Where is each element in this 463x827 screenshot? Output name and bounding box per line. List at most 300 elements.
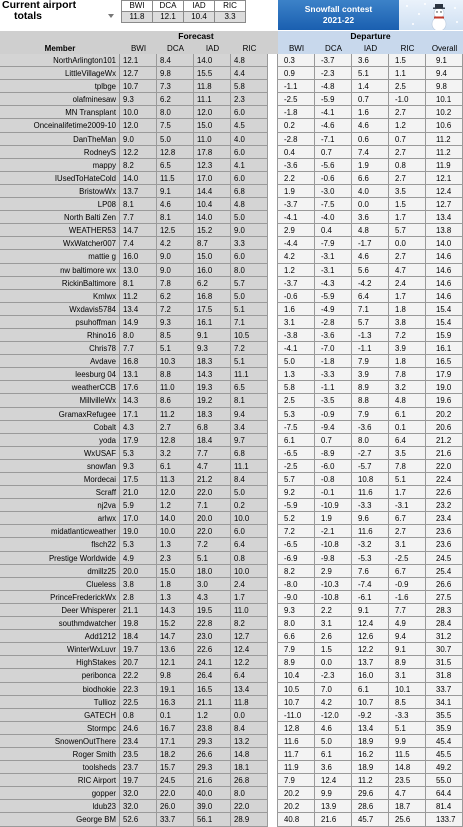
departure-cell[interactable]: 9.4 xyxy=(389,630,426,643)
departure-cell[interactable]: 9.6 xyxy=(352,512,389,525)
member-name-cell[interactable]: HighStakes xyxy=(0,656,120,669)
departure-cell[interactable]: 3.6 xyxy=(352,54,389,67)
forecast-cell[interactable]: 11.0 xyxy=(231,604,268,617)
departure-cell[interactable]: -4.9 xyxy=(315,303,352,316)
forecast-cell[interactable]: 6.0 xyxy=(231,106,268,119)
overall-departure-cell[interactable]: 10.6 xyxy=(426,119,463,132)
departure-cell[interactable]: -10.9 xyxy=(315,499,352,512)
departure-cell[interactable]: 0.4 xyxy=(315,224,352,237)
departure-cell[interactable]: -3.2 xyxy=(352,538,389,551)
overall-departure-cell[interactable]: 16.1 xyxy=(426,342,463,355)
forecast-cell[interactable]: 9.0 xyxy=(231,224,268,237)
forecast-cell[interactable]: 3.8 xyxy=(120,578,157,591)
departure-cell[interactable]: 3.6 xyxy=(315,761,352,774)
overall-departure-cell[interactable]: 34.1 xyxy=(426,696,463,709)
departure-cell[interactable]: -3.7 xyxy=(315,54,352,67)
forecast-cell[interactable]: 32.0 xyxy=(120,787,157,800)
departure-cell[interactable]: -0.8 xyxy=(315,473,352,486)
departure-cell[interactable]: 8.2 xyxy=(278,565,315,578)
departure-cell[interactable]: 4.6 xyxy=(315,722,352,735)
forecast-cell[interactable]: 12.1 xyxy=(120,54,157,67)
departure-cell[interactable]: -6.9 xyxy=(278,552,315,565)
forecast-cell[interactable]: 11.0 xyxy=(194,133,231,146)
forecast-cell[interactable]: 56.1 xyxy=(194,813,231,826)
member-name-cell[interactable]: Onceinalifetime2009-10 xyxy=(0,119,120,132)
overall-departure-cell[interactable]: 9.1 xyxy=(426,54,463,67)
departure-cell[interactable]: -1.0 xyxy=(389,93,426,106)
forecast-cell[interactable]: 16.8 xyxy=(120,355,157,368)
departure-cell[interactable]: 8.9 xyxy=(352,381,389,394)
forecast-cell[interactable]: 8.4 xyxy=(231,473,268,486)
forecast-cell[interactable]: 8.0 xyxy=(231,264,268,277)
departure-cell[interactable]: 2.7 xyxy=(389,146,426,159)
departure-cell[interactable]: -6.5 xyxy=(278,538,315,551)
departure-cell[interactable]: -3.3 xyxy=(352,499,389,512)
departure-cell[interactable]: 11.9 xyxy=(278,761,315,774)
forecast-cell[interactable]: 9.1 xyxy=(157,185,194,198)
departure-cell[interactable]: 11.7 xyxy=(278,748,315,761)
departure-cell[interactable]: 1.9 xyxy=(278,185,315,198)
total-bwi[interactable]: 11.8 xyxy=(122,12,153,23)
forecast-cell[interactable]: 17.5 xyxy=(120,473,157,486)
departure-cell[interactable]: -0.9 xyxy=(389,578,426,591)
forecast-cell[interactable]: 0.1 xyxy=(157,709,194,722)
forecast-cell[interactable]: 14.7 xyxy=(120,224,157,237)
departure-cell[interactable]: -1.8 xyxy=(278,106,315,119)
forecast-cell[interactable]: 10.5 xyxy=(231,329,268,342)
forecast-cell[interactable]: 12.1 xyxy=(157,656,194,669)
forecast-cell[interactable]: 12.7 xyxy=(120,67,157,80)
forecast-cell[interactable]: 14.8 xyxy=(231,748,268,761)
forecast-cell[interactable]: 8.0 xyxy=(120,329,157,342)
forecast-cell[interactable]: 7.2 xyxy=(231,342,268,355)
departure-cell[interactable]: -3.7 xyxy=(278,198,315,211)
member-name-cell[interactable]: BristowWx xyxy=(0,185,120,198)
member-name-cell[interactable]: MN Transplant xyxy=(0,106,120,119)
forecast-cell[interactable]: 0.0 xyxy=(231,709,268,722)
departure-cell[interactable]: 6.1 xyxy=(278,434,315,447)
member-name-cell[interactable]: midatlanticweather xyxy=(0,525,120,538)
forecast-cell[interactable]: 15.0 xyxy=(194,250,231,263)
overall-departure-cell[interactable]: 13.4 xyxy=(426,211,463,224)
departure-cell[interactable]: 12.6 xyxy=(352,630,389,643)
forecast-cell[interactable]: 0.8 xyxy=(120,709,157,722)
overall-departure-cell[interactable]: 11.9 xyxy=(426,159,463,172)
forecast-cell[interactable]: 23.8 xyxy=(194,722,231,735)
member-name-cell[interactable]: WxWatcher007 xyxy=(0,237,120,250)
forecast-cell[interactable]: 23.5 xyxy=(120,748,157,761)
forecast-cell[interactable]: 17.0 xyxy=(194,172,231,185)
forecast-cell[interactable]: 12.4 xyxy=(231,643,268,656)
departure-cell[interactable]: 16.0 xyxy=(352,669,389,682)
departure-cell[interactable]: 5.7 xyxy=(352,316,389,329)
departure-cell[interactable]: 20.2 xyxy=(278,787,315,800)
forecast-cell[interactable]: 9.3 xyxy=(120,93,157,106)
departure-cell[interactable]: -5.9 xyxy=(315,290,352,303)
forecast-cell[interactable]: 17.8 xyxy=(194,146,231,159)
forecast-cell[interactable]: 10.0 xyxy=(120,106,157,119)
forecast-cell[interactable]: 17.0 xyxy=(120,512,157,525)
departure-cell[interactable]: -7.4 xyxy=(352,578,389,591)
forecast-cell[interactable]: 9.3 xyxy=(194,342,231,355)
forecast-cell[interactable]: 3.2 xyxy=(157,447,194,460)
departure-cell[interactable]: 5.1 xyxy=(389,722,426,735)
forecast-cell[interactable]: 29.3 xyxy=(194,761,231,774)
departure-cell[interactable]: -5.9 xyxy=(278,499,315,512)
departure-cell[interactable]: 2.7 xyxy=(389,250,426,263)
overall-departure-cell[interactable]: 17.9 xyxy=(426,368,463,381)
forecast-cell[interactable]: 4.0 xyxy=(231,133,268,146)
forecast-cell[interactable]: 6.8 xyxy=(231,447,268,460)
total-ric[interactable]: 3.3 xyxy=(215,12,246,23)
member-name-cell[interactable]: yoda xyxy=(0,434,120,447)
forecast-cell[interactable]: 8.2 xyxy=(120,159,157,172)
departure-cell[interactable]: -1.8 xyxy=(315,355,352,368)
departure-cell[interactable]: -7.9 xyxy=(315,237,352,250)
departure-cell[interactable]: 3.9 xyxy=(352,368,389,381)
departure-cell[interactable]: 9.9 xyxy=(315,787,352,800)
member-name-cell[interactable]: peribonca xyxy=(0,669,120,682)
overall-departure-cell[interactable]: 14.6 xyxy=(426,250,463,263)
departure-cell[interactable]: 1.7 xyxy=(389,290,426,303)
forecast-cell[interactable]: 9.1 xyxy=(194,329,231,342)
forecast-cell[interactable]: 11.1 xyxy=(231,460,268,473)
forecast-cell[interactable]: 16.7 xyxy=(157,722,194,735)
departure-cell[interactable]: 5.0 xyxy=(315,735,352,748)
forecast-cell[interactable]: 19.7 xyxy=(120,774,157,787)
forecast-cell[interactable]: 6.1 xyxy=(157,460,194,473)
forecast-cell[interactable]: 22.0 xyxy=(157,787,194,800)
departure-cell[interactable]: 40.8 xyxy=(278,813,315,826)
member-name-cell[interactable]: gopper xyxy=(0,787,120,800)
departure-cell[interactable]: 6.1 xyxy=(352,683,389,696)
overall-departure-cell[interactable]: 14.6 xyxy=(426,290,463,303)
departure-cell[interactable]: 11.6 xyxy=(352,486,389,499)
departure-cell[interactable]: 4.0 xyxy=(352,185,389,198)
departure-cell[interactable]: 0.7 xyxy=(315,434,352,447)
departure-cell[interactable]: 3.8 xyxy=(389,316,426,329)
departure-cell[interactable]: 21.6 xyxy=(315,813,352,826)
forecast-cell[interactable]: 18.4 xyxy=(194,434,231,447)
forecast-cell[interactable]: 11.8 xyxy=(194,80,231,93)
departure-cell[interactable]: 0.9 xyxy=(278,67,315,80)
departure-cell[interactable]: 0.0 xyxy=(315,656,352,669)
departure-cell[interactable]: 0.7 xyxy=(389,133,426,146)
departure-cell[interactable]: 5.1 xyxy=(389,473,426,486)
forecast-cell[interactable]: 22.0 xyxy=(231,800,268,813)
member-name-cell[interactable]: George BM xyxy=(0,813,120,826)
departure-cell[interactable]: 12.4 xyxy=(315,774,352,787)
member-name-cell[interactable]: snowfan xyxy=(0,460,120,473)
overall-departure-cell[interactable]: 9.4 xyxy=(426,67,463,80)
departure-cell[interactable]: 1.7 xyxy=(389,486,426,499)
forecast-cell[interactable]: 4.3 xyxy=(194,591,231,604)
member-name-cell[interactable]: WEATHER53 xyxy=(0,224,120,237)
departure-cell[interactable]: -8.0 xyxy=(278,578,315,591)
departure-cell[interactable]: 9.2 xyxy=(278,486,315,499)
departure-cell[interactable]: 7.9 xyxy=(278,774,315,787)
forecast-cell[interactable]: 17.6 xyxy=(120,381,157,394)
departure-cell[interactable]: 7.6 xyxy=(352,565,389,578)
departure-cell[interactable]: 4.2 xyxy=(278,250,315,263)
member-name-cell[interactable]: mattie g xyxy=(0,250,120,263)
overall-departure-cell[interactable]: 45.5 xyxy=(426,748,463,761)
forecast-cell[interactable]: 23.4 xyxy=(120,735,157,748)
departure-cell[interactable]: -1.6 xyxy=(389,591,426,604)
departure-cell[interactable]: 5.1 xyxy=(352,67,389,80)
departure-cell[interactable]: 3.1 xyxy=(315,617,352,630)
member-name-cell[interactable]: mappy xyxy=(0,159,120,172)
departure-cell[interactable]: -1.1 xyxy=(315,381,352,394)
forecast-cell[interactable]: 3.4 xyxy=(231,421,268,434)
overall-departure-cell[interactable]: 20.2 xyxy=(426,408,463,421)
departure-cell[interactable]: 3.9 xyxy=(389,342,426,355)
departure-cell[interactable]: 1.5 xyxy=(389,198,426,211)
departure-cell[interactable]: 8.9 xyxy=(389,656,426,669)
forecast-cell[interactable]: 8.8 xyxy=(157,368,194,381)
overall-departure-cell[interactable]: 24.5 xyxy=(426,552,463,565)
forecast-cell[interactable]: 4.9 xyxy=(120,552,157,565)
forecast-cell[interactable]: 2.8 xyxy=(120,591,157,604)
forecast-cell[interactable]: 6.8 xyxy=(231,185,268,198)
departure-cell[interactable]: 9.1 xyxy=(352,604,389,617)
forecast-cell[interactable]: 9.8 xyxy=(157,67,194,80)
departure-cell[interactable]: 3.5 xyxy=(389,447,426,460)
departure-cell[interactable]: 8.9 xyxy=(278,656,315,669)
forecast-cell[interactable]: 19.2 xyxy=(194,394,231,407)
forecast-cell[interactable]: 12.2 xyxy=(231,656,268,669)
departure-cell[interactable]: -6.1 xyxy=(352,591,389,604)
overall-departure-cell[interactable]: 35.9 xyxy=(426,722,463,735)
departure-cell[interactable]: 0.3 xyxy=(278,54,315,67)
forecast-cell[interactable]: 13.4 xyxy=(231,683,268,696)
departure-cell[interactable]: 0.6 xyxy=(352,133,389,146)
departure-cell[interactable]: 11.5 xyxy=(389,748,426,761)
forecast-cell[interactable]: 19.8 xyxy=(120,617,157,630)
forecast-cell[interactable]: 14.0 xyxy=(120,172,157,185)
departure-cell[interactable]: -4.2 xyxy=(352,277,389,290)
forecast-cell[interactable]: 7.8 xyxy=(157,277,194,290)
departure-cell[interactable]: 2.7 xyxy=(389,106,426,119)
departure-cell[interactable]: 4.6 xyxy=(352,250,389,263)
departure-cell[interactable]: 28.6 xyxy=(352,800,389,813)
departure-cell[interactable]: 10.1 xyxy=(389,683,426,696)
forecast-cell[interactable]: 8.1 xyxy=(157,211,194,224)
forecast-cell[interactable]: 8.1 xyxy=(120,277,157,290)
departure-cell[interactable]: 4.9 xyxy=(389,617,426,630)
overall-departure-cell[interactable]: 14.6 xyxy=(426,264,463,277)
departure-cell[interactable]: 0.0 xyxy=(352,198,389,211)
departure-cell[interactable]: -2.5 xyxy=(278,460,315,473)
overall-departure-cell[interactable]: 20.6 xyxy=(426,421,463,434)
departure-cell[interactable]: -4.1 xyxy=(315,106,352,119)
departure-cell[interactable]: 6.4 xyxy=(389,434,426,447)
member-name-cell[interactable]: PrinceFrederickWx xyxy=(0,591,120,604)
member-name-cell[interactable]: psuhoffman xyxy=(0,316,120,329)
departure-cell[interactable]: -6.0 xyxy=(315,460,352,473)
forecast-cell[interactable]: 19.7 xyxy=(120,643,157,656)
forecast-cell[interactable]: 21.0 xyxy=(120,486,157,499)
departure-cell[interactable]: 7.8 xyxy=(389,368,426,381)
forecast-cell[interactable]: 16.0 xyxy=(120,250,157,263)
departure-cell[interactable]: 12.2 xyxy=(352,643,389,656)
member-name-cell[interactable]: tplbge xyxy=(0,80,120,93)
overall-departure-cell[interactable]: 10.1 xyxy=(426,93,463,106)
departure-cell[interactable]: 7.1 xyxy=(352,303,389,316)
departure-cell[interactable]: 1.2 xyxy=(278,264,315,277)
forecast-cell[interactable]: 15.2 xyxy=(157,617,194,630)
forecast-cell[interactable]: 19.3 xyxy=(194,381,231,394)
departure-cell[interactable]: -2.8 xyxy=(315,316,352,329)
forecast-cell[interactable]: 5.1 xyxy=(157,342,194,355)
departure-cell[interactable]: -1.3 xyxy=(352,329,389,342)
forecast-cell[interactable]: 7.7 xyxy=(120,342,157,355)
departure-cell[interactable]: 1.8 xyxy=(389,303,426,316)
forecast-cell[interactable]: 2.3 xyxy=(231,93,268,106)
departure-cell[interactable]: -10.8 xyxy=(315,591,352,604)
departure-cell[interactable]: -4.6 xyxy=(315,119,352,132)
forecast-cell[interactable]: 3.3 xyxy=(231,237,268,250)
departure-cell[interactable]: -2.3 xyxy=(315,67,352,80)
member-name-cell[interactable]: biodhokie xyxy=(0,683,120,696)
forecast-cell[interactable]: 4.1 xyxy=(231,159,268,172)
departure-cell[interactable]: 1.7 xyxy=(389,211,426,224)
departure-cell[interactable]: 10.8 xyxy=(352,473,389,486)
departure-cell[interactable]: 8.0 xyxy=(278,617,315,630)
departure-cell[interactable]: 6.1 xyxy=(315,748,352,761)
forecast-cell[interactable]: 40.0 xyxy=(194,787,231,800)
forecast-cell[interactable]: 6.2 xyxy=(157,290,194,303)
overall-departure-cell[interactable]: 22.4 xyxy=(426,473,463,486)
forecast-cell[interactable]: 29.3 xyxy=(194,735,231,748)
member-name-cell[interactable]: arlwx xyxy=(0,512,120,525)
forecast-cell[interactable]: 21.1 xyxy=(194,696,231,709)
departure-cell[interactable]: 1.9 xyxy=(315,512,352,525)
departure-cell[interactable]: 1.5 xyxy=(389,54,426,67)
forecast-cell[interactable]: 22.0 xyxy=(194,486,231,499)
departure-cell[interactable]: 11.2 xyxy=(352,774,389,787)
member-name-cell[interactable]: Prestige Worldwide xyxy=(0,552,120,565)
overall-departure-cell[interactable]: 81.4 xyxy=(426,800,463,813)
member-name-cell[interactable]: Wxdavis5784 xyxy=(0,303,120,316)
departure-cell[interactable]: 7.9 xyxy=(278,643,315,656)
forecast-cell[interactable]: 9.3 xyxy=(157,316,194,329)
overall-departure-cell[interactable]: 28.3 xyxy=(426,604,463,617)
member-name-cell[interactable]: Deer Whisperer xyxy=(0,604,120,617)
forecast-cell[interactable]: 6.0 xyxy=(231,525,268,538)
departure-cell[interactable]: 8.5 xyxy=(389,696,426,709)
overall-departure-cell[interactable]: 21.6 xyxy=(426,447,463,460)
member-name-cell[interactable]: GATECH xyxy=(0,709,120,722)
departure-cell[interactable]: 7.2 xyxy=(278,525,315,538)
departure-cell[interactable]: -3.1 xyxy=(315,264,352,277)
forecast-cell[interactable]: 23.0 xyxy=(194,630,231,643)
forecast-cell[interactable]: 39.0 xyxy=(194,800,231,813)
overall-departure-cell[interactable]: 11.2 xyxy=(426,146,463,159)
forecast-cell[interactable]: 19.0 xyxy=(120,525,157,538)
forecast-cell[interactable]: 11.3 xyxy=(157,473,194,486)
forecast-cell[interactable]: 6.2 xyxy=(157,93,194,106)
forecast-cell[interactable]: 14.3 xyxy=(194,368,231,381)
overall-departure-cell[interactable]: 31.2 xyxy=(426,630,463,643)
forecast-cell[interactable]: 52.6 xyxy=(120,813,157,826)
departure-cell[interactable]: 5.7 xyxy=(278,473,315,486)
forecast-cell[interactable]: 14.3 xyxy=(157,604,194,617)
forecast-cell[interactable]: 12.2 xyxy=(120,146,157,159)
forecast-cell[interactable]: 6.0 xyxy=(231,172,268,185)
forecast-cell[interactable]: 0.2 xyxy=(231,499,268,512)
overall-departure-cell[interactable]: 55.0 xyxy=(426,774,463,787)
forecast-cell[interactable]: 4.6 xyxy=(157,198,194,211)
departure-cell[interactable]: 4.7 xyxy=(389,787,426,800)
forecast-cell[interactable]: 26.4 xyxy=(194,669,231,682)
departure-cell[interactable]: -4.3 xyxy=(315,277,352,290)
forecast-cell[interactable]: 10.3 xyxy=(157,355,194,368)
departure-cell[interactable]: -5.9 xyxy=(315,93,352,106)
member-name-cell[interactable]: olafminesaw xyxy=(0,93,120,106)
forecast-cell[interactable]: 5.1 xyxy=(194,552,231,565)
forecast-cell[interactable]: 10.0 xyxy=(231,565,268,578)
forecast-cell[interactable]: 5.0 xyxy=(231,211,268,224)
member-name-cell[interactable]: Cobalt xyxy=(0,421,120,434)
overall-departure-cell[interactable]: 31.8 xyxy=(426,669,463,682)
member-name-cell[interactable]: Stormpc xyxy=(0,722,120,735)
forecast-cell[interactable]: 14.0 xyxy=(194,54,231,67)
departure-cell[interactable]: 0.2 xyxy=(278,119,315,132)
departure-cell[interactable]: 12.8 xyxy=(278,722,315,735)
forecast-cell[interactable]: 5.1 xyxy=(231,303,268,316)
departure-cell[interactable]: 10.4 xyxy=(278,669,315,682)
departure-cell[interactable]: 4.6 xyxy=(352,119,389,132)
forecast-cell[interactable]: 7.2 xyxy=(194,538,231,551)
member-name-cell[interactable]: WinterWxLuvr xyxy=(0,643,120,656)
member-name-cell[interactable]: DanTheMan xyxy=(0,133,120,146)
departure-cell[interactable]: 4.2 xyxy=(315,696,352,709)
departure-cell[interactable]: -2.5 xyxy=(278,93,315,106)
forecast-cell[interactable]: 19.5 xyxy=(194,604,231,617)
forecast-cell[interactable]: 16.8 xyxy=(194,290,231,303)
forecast-cell[interactable]: 1.3 xyxy=(157,591,194,604)
overall-departure-cell[interactable]: 23.2 xyxy=(426,499,463,512)
overall-departure-cell[interactable]: 12.4 xyxy=(426,185,463,198)
forecast-cell[interactable]: 6.5 xyxy=(231,381,268,394)
forecast-cell[interactable]: 7.5 xyxy=(157,119,194,132)
forecast-cell[interactable]: 9.4 xyxy=(231,408,268,421)
forecast-cell[interactable]: 10.4 xyxy=(194,198,231,211)
departure-cell[interactable]: 2.4 xyxy=(389,277,426,290)
forecast-cell[interactable]: 12.0 xyxy=(194,106,231,119)
forecast-cell[interactable]: 4.4 xyxy=(231,67,268,80)
member-name-cell[interactable]: Tullioz xyxy=(0,696,120,709)
overall-departure-cell[interactable]: 49.2 xyxy=(426,761,463,774)
forecast-cell[interactable]: 3.0 xyxy=(194,578,231,591)
forecast-cell[interactable]: 24.6 xyxy=(120,722,157,735)
total-dca[interactable]: 12.1 xyxy=(153,12,184,23)
member-name-cell[interactable]: toolsheds xyxy=(0,761,120,774)
departure-cell[interactable]: 0.0 xyxy=(389,237,426,250)
total-iad[interactable]: 10.4 xyxy=(184,12,215,23)
departure-cell[interactable]: 18.7 xyxy=(389,800,426,813)
forecast-cell[interactable]: 1.2 xyxy=(194,709,231,722)
forecast-cell[interactable]: 9.0 xyxy=(157,250,194,263)
departure-cell[interactable]: -9.2 xyxy=(352,709,389,722)
member-name-cell[interactable]: Mordecai xyxy=(0,473,120,486)
member-name-cell[interactable]: RodneyS xyxy=(0,146,120,159)
forecast-cell[interactable]: 5.1 xyxy=(231,355,268,368)
departure-cell[interactable]: -9.4 xyxy=(315,421,352,434)
member-name-cell[interactable]: RickinBaltimore xyxy=(0,277,120,290)
forecast-cell[interactable]: 24.1 xyxy=(194,656,231,669)
